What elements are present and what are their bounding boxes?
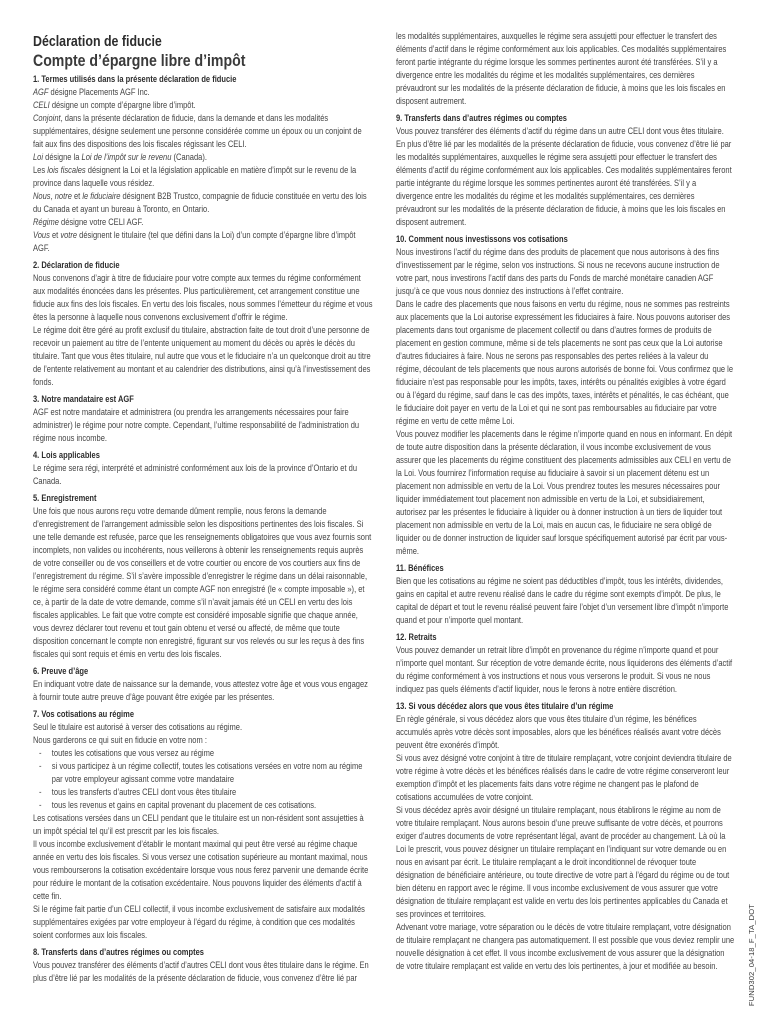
section-heading: 7. Vos cotisations au régime [33, 709, 135, 719]
definition-text: désigne la [43, 152, 82, 162]
document-title: Déclaration de fiducie [33, 34, 162, 50]
paragraph: Vous pouvez transférer des éléments d’actif d’autres CELI dont vous êtes titulaire dans le régime. En plus d’être lié par les modalités de la présente déclaration de fiducie, vous convenez d’être lié par [33, 960, 369, 983]
section-heading: 12. Retraits [396, 632, 437, 642]
paragraph: Vous pouvez modifier les placements dans le régime n’importe quand en nous en informant. En dépit de toute autre disposition dans la présente déclaration, il vous incombe exclusivement de vous assurer que les placements du régime constituent des placements admissibles aux CELI en vertu de la Loi. Vous fournirez l’information requise au fiduciaire à savoir si un placement détenu est un placement non admissible en vertu de la Loi. Vous prendrez toutes les mesures nécessaires pour liquider immédiatement tout placement non admissible en vertu de la Loi, et subsidiairement, autorisez par les présentes le fiduciaire à liquider ou à donner instruction à un tiers de liquider tout placement non admissible en vertu de la Loi, mais en aucun cas, le fiduciaire ne sera obligé de liquider ou de donner instruction de liquider sauf lorsque spécifiquement autorisé par écrit par vous-même. [396, 429, 733, 556]
definition-text: (Canada). [171, 152, 207, 162]
clause-section [33, 665, 373, 704]
section-heading: 3. Notre mandataire est AGF [33, 394, 134, 404]
clause-section [396, 112, 735, 229]
clause-section [33, 73, 373, 255]
paragraph: Nous convenons d’agir à titre de fiduciaire pour votre compte aux termes du régime conformément aux modalités énoncées dans les présentes. Plus particulièrement, cet arrangement constitue une fiducie aux fins des lois fiscales. En vertu des lois fiscales, nous sommes l’émetteur du régime et vous êtes la personne à laquelle nous convenons exclusivement d’offrir le régime. [33, 273, 373, 322]
defined-term: Loi [33, 152, 44, 162]
section-heading: 1. Termes utilisés dans la présente déclaration de fiducie [33, 74, 237, 84]
paragraph: Une fois que nous aurons reçu votre demande dûment remplie, nous ferons la demande d’enregistrement de l’arrangement admissible selon les dispositions pertinentes des lois fiscales. Si une telle demande est refusée, parce que les renseignements obligatoires que vous avez fournis sont incomplets, non valides ou incohérents, nous veillerons à obtenir les renseignements requis auprès de votre conseiller ou de vos conseillers et de votre courtier ou encore de vos courtiers aux fins de l’enregistrement du régime. S’il s’avère impossible d’enregistrer le régime dans un délai raisonnable, le régime sera considéré comme étant un compte AGF non enregistré (le « compte imposable »), et ce, à partir de la date de votre demande, comme s’il n’avait jamais été un CELI en vertu des lois fiscales applicables. Le fait que votre compte est considéré imposable signifie que chaque année, vous devrez déclarer tout revenu et tout gain obtenu et versé ou affecté, de même que toute disposition concernant le compte non enregistré, figurant sur vos relevés ou sur les reçus à des fins fiscales qui sont requis et émis en vertu des lois fiscales. [33, 506, 372, 659]
definition-paragraph [33, 151, 373, 164]
paragraph: Seul le titulaire est autorisé à verser des cotisations au régime. [33, 722, 243, 732]
clause-section [33, 492, 373, 661]
paragraph: Si le régime fait partie d’un CELI collectif, il vous incombe exclusivement de satisfaire aux modalités supplémentaires exigées par votre employeur à l’égard du régime, à condition que ces modalités soient conformes aux lois fiscales. [33, 904, 365, 940]
defined-term: votre [60, 230, 78, 240]
definition-paragraph [33, 99, 373, 112]
section-heading: 11. Bénéfices [396, 563, 444, 573]
definition-text: désignent B2B Trustco, compagnie de fiducie constituée en vertu des lois du Canada et ayant un bureau à Toronto, en Ontario. [33, 191, 367, 214]
clause-section [396, 700, 735, 973]
bullet-item: - tous les revenus et gains en capital provenant du placement de ces cotisations. [52, 799, 373, 812]
bullet-item: - tous les transferts d’autres CELI dont vous êtes titulaire [52, 786, 373, 799]
defined-term: AGF [33, 87, 49, 97]
defined-term: le fiduciaire [82, 191, 121, 201]
paragraph: En règle générale, si vous décédez alors que vous êtes titulaire d’un régime, les bénéfices accumulés après votre décès sont imposables, alors que les bénéfices réalisés avant votre décès peuvent être exonérés d’impôt. [396, 714, 721, 750]
clause-continuation [396, 30, 735, 108]
definition-text: Les [33, 165, 48, 175]
bullet-item: - si vous participez à un régime collectif, toutes les cotisations versées en votre nom au régime par votre employeur agissant comme votre mandataire [52, 760, 373, 786]
definition-paragraph [33, 164, 373, 190]
paragraph: Le régime doit être géré au profit exclusif du titulaire, abstraction faite de tout droit d’une personne de recevoir un paiement au titre de l’entente uniquement au moment du décès ou après le décès du titulaire. Tant que vous êtes titulaire, nul autre que vous et le fiduciaire n’a un quelconque droit au titre de l’entente relativement au montant et au calendrier des distributions, ainsi qu’à l’investissement des fonds. [33, 325, 371, 387]
section-heading: 4. Lois applicables [33, 450, 100, 460]
paragraph: Nous garderons ce qui suit en fiducie en votre nom : [33, 735, 207, 745]
section-heading: 9. Transferts dans d’autres régimes ou comptes [396, 113, 567, 123]
bullet-item: - toutes les cotisations que vous versez au régime [52, 747, 373, 760]
clause-section [396, 631, 735, 696]
defined-term: Nous [33, 191, 51, 201]
defined-term: Vous [33, 230, 50, 240]
definition-paragraph [33, 216, 373, 229]
paragraph: Vous pouvez transférer des éléments d’actif du régime dans un autre CELI dont vous êtes titulaire. En plus d’être lié par les modalités de la présente déclaration de fiducie, vous convenez d’être lié par les modalités supplémentaires, auxquelles le régime sera assujetti pour effectuer le transfert des éléments d’actif du régime conformément aux lois applicables. Ces modalités supplémentaires feront partie intégrante du régime lorsque les sommes pertinentes auront été transférées. S’il y a divergence entre les modalités du régime et les modalités supplémentaires, ces dernières prévaudront sur les modalités de la présente déclaration de fiducie, à moins que les lois fiscales en disposent autrement. [396, 126, 732, 227]
section-heading: 8. Transferts dans d’autres régimes ou comptes [33, 947, 204, 957]
definition-text: désigne un compte d’épargne libre d’impôt. [49, 100, 196, 110]
defined-term: CELI [33, 100, 50, 110]
section-heading: 5. Enregistrement [33, 493, 97, 503]
clause-section [33, 449, 373, 488]
defined-term: Conjoint [33, 113, 61, 123]
definition-paragraph [33, 229, 373, 255]
paragraph: Bien que les cotisations au régime ne soient pas déductibles d’impôt, tous les intérêts, dividendes, gains en capital et autre revenu réalisé dans le cadre du régime sont exempts d’impôt. De plus, le capital de départ et tout le revenu réalisé peuvent faire l’objet d’un versement libre d’impôt n’importe quand et pour n’importe quel montant. [396, 576, 729, 625]
paragraph: Si vous avez désigné votre conjoint à titre de titulaire remplaçant, votre conjoint deviendra titulaire de votre régime à votre décès et les bénéfices réalisés dans le cadre de votre régime conserveront leur exemption d’impôt et les placements faits dans votre régime ne changent pas le plafond de cotisations accumulées de votre conjoint. [396, 753, 732, 802]
definition-paragraph [33, 86, 373, 99]
paragraph: les modalités supplémentaires, auxquelles le régime sera assujetti pour effectuer le transfert des éléments d’actif dans le régime conformément aux lois applicables. Ces modalités supplémentaires feront partie intégrante du régime lorsque les sommes pertinentes auront été transférées. S’il y a divergence entre les modalités du régime et les modalités supplémentaires, ces dernières prévaudront sur les modalités de la présente déclaration de fiducie, à moins que les lois fiscales en disposent autrement. [396, 31, 727, 106]
paragraph: Le régime sera régi, interprété et administré conformément aux lois de la province d’Ontario et du Canada. [33, 463, 358, 486]
definition-text: désignent la Loi et la législation applicable en matière d’impôt sur le revenu de la province dans laquelle vous résidez. [33, 165, 357, 188]
defined-term: notre [54, 191, 72, 201]
paragraph: Vous pouvez demander un retrait libre d’impôt en provenance du régime n’importe quand et pour n’importe quel montant. Sur réception de votre demande écrite, nous liquiderons des éléments d’actif du régime conformément à vos instructions et nous vous verserons le produit. Si vous ne nous indiquez pas quels éléments d’actif liquider, nous le ferons à notre entière discrétion. [396, 645, 733, 694]
definition-paragraph [33, 112, 373, 151]
definition-text: désigne votre CELI AGF. [58, 217, 144, 227]
definition-paragraph [33, 190, 373, 216]
form-code: FUND302_04-18_F_TA_DOT [747, 903, 756, 1006]
definition-text: , [50, 191, 55, 201]
clause-section [33, 708, 373, 942]
paragraph: En indiquant votre date de naissance sur la demande, vous attestez votre âge et vous vous engagez à fournir toute autre preuve d’âge pouvant être exigée par les présentes. [33, 679, 368, 702]
defined-term: Régime [33, 217, 59, 227]
left-column [33, 33, 373, 985]
bullet-list [33, 747, 373, 812]
definition-text: et [71, 191, 83, 201]
paragraph: Les cotisations versées dans un CELI pendant que le titulaire est un non-résident sont assujetties à un impôt spécial tel qu’il est prescrit par les lois fiscales. [33, 813, 364, 836]
defined-term: Loi de l’impôt sur le revenu [81, 152, 172, 162]
right-column [396, 30, 735, 973]
section-heading: 6. Preuve d’âge [33, 666, 89, 676]
section-heading: 13. Si vous décédez alors que vous êtes titulaire d’un régime [396, 701, 614, 711]
paragraph: Dans le cadre des placements que nous faisons en vertu du régime, nous ne sommes pas restreints aux placements que la Loi autorise expressément les fiduciaires à faire. Nous pouvons autoriser des placements dans tout organisme de placement collectif ou dans d’autres formes de produits de placement en gestion commune, même si de tels placements ne sont pas ceux que la Loi autorise d’autres fiduciaires à faire. Nous ne serons pas responsables des pertes reliées à la valeur du régime, découlant de tels placements que nous aurons autorisés de bonne foi. Vous confirmez que le fiduciaire n’est pas responsable pour les impôts, taxes, intérêts ou pénalités exigibles à votre égard ou à l’égard du régime, sauf dans le cas des impôts, taxes, intérêts et pénalités, le cas échéant, que le fiduciaire doit payer en vertu de la Loi et qui ne sont pas remboursables au fiduciaire par votre régime en vertu de cette même Loi. [396, 299, 734, 426]
paragraph: Advenant votre mariage, votre séparation ou le décès de votre titulaire remplaçant, votre désignation de titulaire remplaçant ne changera pas automatiquement. Il est possible que vous deviez remplir une nouvelle désignation à cet effet. Il vous incombe exclusivement de vous assurer que la désignation de votre titulaire remplaçant est valide en vertu des lois pertinentes, à jour et modifiée au besoin. [396, 922, 735, 971]
left-column-clauses [33, 73, 373, 985]
document-subtitle: Compte d’épargne libre d’impôt [33, 52, 246, 70]
clause-section [396, 233, 735, 558]
definition-text: , dans la présente déclaration de fiducie, dans la demande et dans les modalités supplémentaires, désigne seulement une personne considérée comme un époux ou un conjoint de fait aux fins des dispositions des lois fiscales régissant les CELI. [33, 113, 362, 149]
paragraph: Il vous incombe exclusivement d’établir le montant maximal qui peut être versé au régime chaque année en vertu des lois fiscales. Si vous versez une cotisation supérieure au montant maximal, nous vous rembourserons la cotisation excédentaire lorsque vous nous ferez parvenir une demande écrite pour réduire le montant de la cotisation excédentaire. Nous pouvons liquider des éléments d’actif à cette fin. [33, 839, 369, 901]
definition-text: désigne Placements AGF Inc. [48, 87, 150, 97]
section-heading: 2. Déclaration de fiducie [33, 260, 120, 270]
clause-section [33, 259, 373, 389]
paragraph: Si vous décédez après avoir désigné un titulaire remplaçant, nous établirons le régime au nom de votre titulaire remplaçant. Nous aurons besoin d’une preuve suffisante de votre décès, et pourrons exiger d’autres documents de votre représentant légal, avant de procéder au changement. Là où la Loi le prescrit, vous pouvez désigner un titulaire remplaçant en l’indiquant sur votre demande ou en nous en avisant par écrit. Le titulaire remplaçant a le droit inconditionnel de révoquer toute désignation de bénéficiaire antérieure, ou toute directive de votre part à l’égard du régime ou de tout bien détenu en rapport avec le régime. Il vous incombe exclusivement de vous assurer que votre désignation de titulaire remplaçant est valide en vertu des lois pertinentes applicables du Canada et ses provinces et territoires. [396, 805, 730, 919]
clause-section [33, 393, 373, 445]
definition-text: désignent le titulaire (tel que défini dans la Loi) d’un compte d’épargne libre d’impôt AGF. [33, 230, 356, 253]
section-heading: 10. Comment nous investissons vos cotisations [396, 234, 568, 244]
right-column-clauses [396, 30, 735, 973]
paragraph: AGF est notre mandataire et administrera (ou prendra les arrangements nécessaires pour faire administrer) le régime pour notre compte. Cependant, l’ultime responsabilité de l’administration du régime nous incombe. [33, 407, 360, 443]
defined-term: lois fiscales [47, 165, 86, 175]
definition-text: et [49, 230, 61, 240]
clause-section [396, 562, 735, 627]
paragraph: Nous investirons l’actif du régime dans des produits de placement que nous autorisons à des fins d’investissement par le régime, selon vos instructions. Si nous ne recevons aucune instruction de votre part, nous investirons l’actif dans des parts du Fonds de marché monétaire canadien AGF jusqu’à ce que vous nous donniez des instructions à l’effet contraire. [396, 247, 720, 296]
clause-section [33, 946, 373, 985]
